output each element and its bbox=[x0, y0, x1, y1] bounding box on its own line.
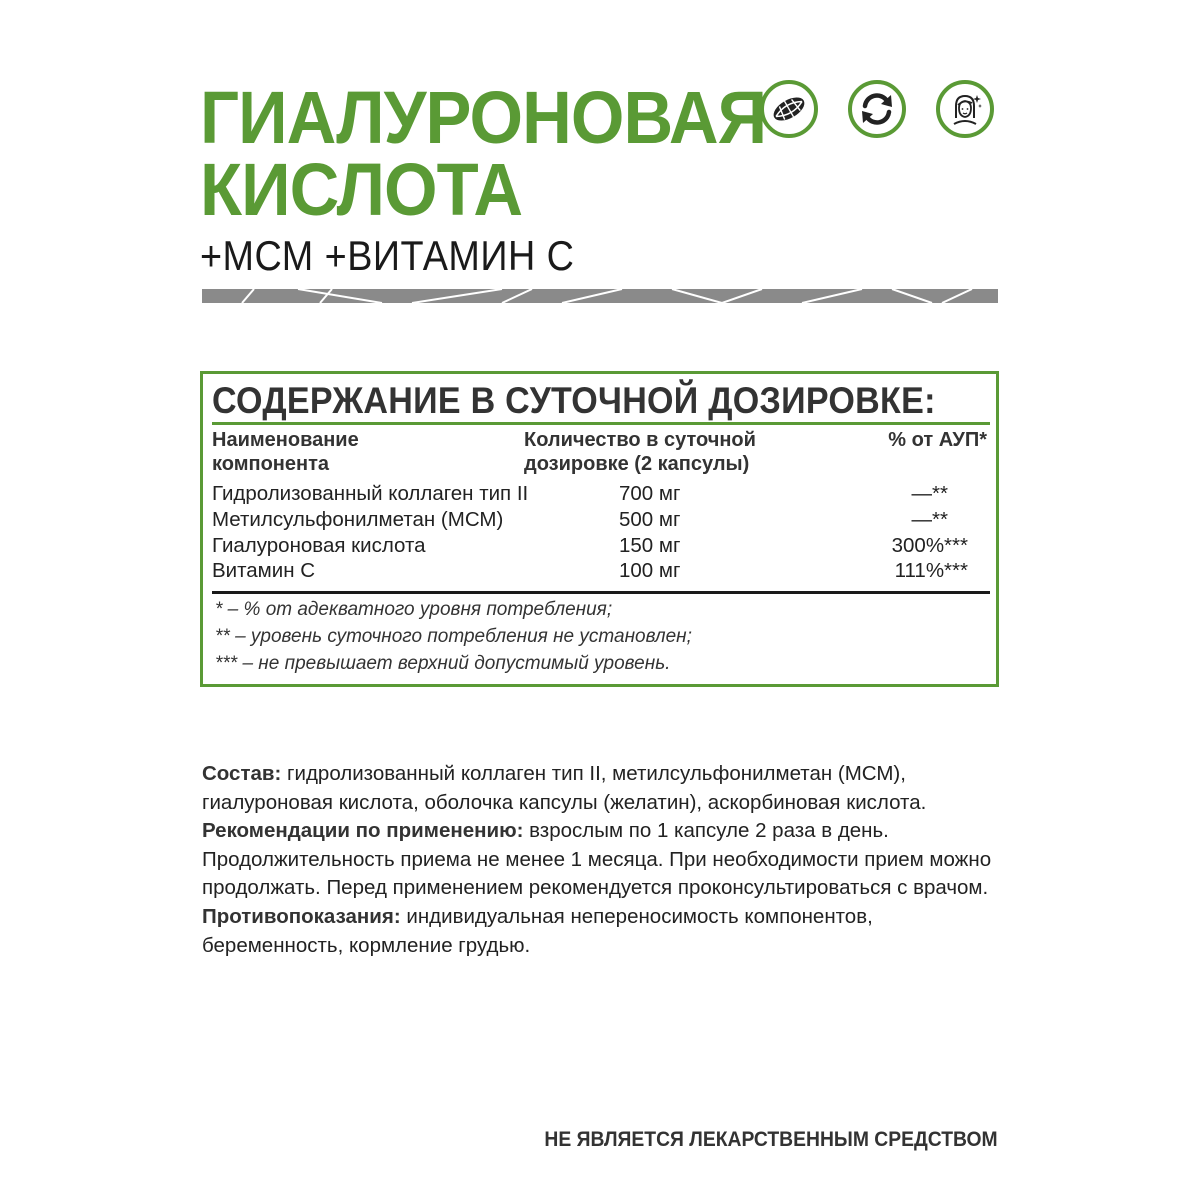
product-title bbox=[200, 76, 767, 231]
product-subtitle: +МСМ +ВИТАМИН С bbox=[200, 232, 575, 279]
table-row bbox=[212, 482, 990, 508]
composition-paragraph bbox=[202, 760, 1002, 817]
table-bottom-rule bbox=[212, 591, 990, 594]
footnote: ** – уровень суточного потребления не установлен; bbox=[215, 626, 692, 647]
decorative-stripe bbox=[202, 289, 998, 303]
header-amount-line1: Количество в суточной bbox=[524, 429, 756, 451]
contraindications-paragraph bbox=[202, 903, 1002, 960]
row-percent: —** bbox=[911, 508, 948, 531]
product-title-line2: КИСЛОТА bbox=[200, 148, 523, 231]
footnote: * – % от адекватного уровня потребления; bbox=[215, 599, 613, 620]
recommendations-paragraph bbox=[202, 817, 1002, 903]
composition-label: Состав: bbox=[202, 762, 282, 785]
row-amount: 100 мг bbox=[619, 559, 681, 582]
recommendations-text: взрослым по 1 капсуле 2 раза в день. Продолжительность приема не менее 1 месяца. При необходимости прием можно продолжать. Перед применением рекомендуется проконсультироваться с врачом. bbox=[202, 819, 992, 900]
header-component-line1: Наименование bbox=[212, 429, 359, 451]
header-component bbox=[212, 428, 359, 476]
refresh-icon bbox=[848, 80, 906, 138]
row-name: Гидролизованный коллаген тип II bbox=[212, 482, 529, 505]
header-component-line2: компонента bbox=[212, 453, 329, 475]
disclaimer: НЕ ЯВЛЯЕТСЯ ЛЕКАРСТВЕННЫМ СРЕДСТВОМ bbox=[544, 1128, 998, 1151]
row-percent: —** bbox=[911, 482, 948, 505]
row-name: Витамин С bbox=[212, 559, 316, 582]
contraindications-label: Противопоказания: bbox=[202, 904, 401, 928]
panel-title: СОДЕРЖАНИЕ В СУТОЧНОЙ ДОЗИРОВКЕ: bbox=[212, 380, 936, 421]
recommendations-label: Рекомендации по применению: bbox=[202, 819, 524, 843]
feature-icons bbox=[760, 80, 1000, 142]
row-amount: 150 мг bbox=[619, 534, 681, 557]
footnote: *** – не превышает верхний допустимый уровень. bbox=[215, 653, 671, 674]
capsule-icon bbox=[760, 80, 818, 138]
composition-text: гидролизованный коллаген тип II, метилсульфонилметан (МСМ), гиалуроновая кислота, оболочка капсулы (желатин), аскорбиновая кислота. bbox=[202, 762, 927, 814]
contraindications-text: индивидуальная непереносимость компонентов, беременность, кормление грудью. bbox=[202, 904, 873, 957]
row-name: Метилсульфонилметан (МСМ) bbox=[212, 508, 504, 531]
table-row bbox=[212, 559, 990, 585]
header-amount-line2: дозировке (2 капсулы) bbox=[524, 453, 750, 475]
panel-divider bbox=[212, 422, 990, 425]
daily-dose-panel bbox=[200, 371, 999, 687]
header-amount bbox=[524, 428, 756, 476]
product-title-line1: ГИАЛУРОНОВАЯ bbox=[200, 76, 767, 159]
row-percent: 300%*** bbox=[891, 534, 968, 557]
product-description bbox=[202, 760, 1002, 960]
table-row bbox=[212, 534, 990, 560]
row-amount: 700 мг bbox=[619, 482, 681, 505]
row-name: Гиалуроновая кислота bbox=[212, 534, 426, 557]
face-beauty-icon bbox=[936, 80, 994, 138]
row-amount: 500 мг bbox=[619, 508, 681, 531]
table-row bbox=[212, 508, 990, 534]
header-percent: % от АУП* bbox=[888, 429, 987, 451]
row-percent: 111%*** bbox=[894, 559, 968, 582]
